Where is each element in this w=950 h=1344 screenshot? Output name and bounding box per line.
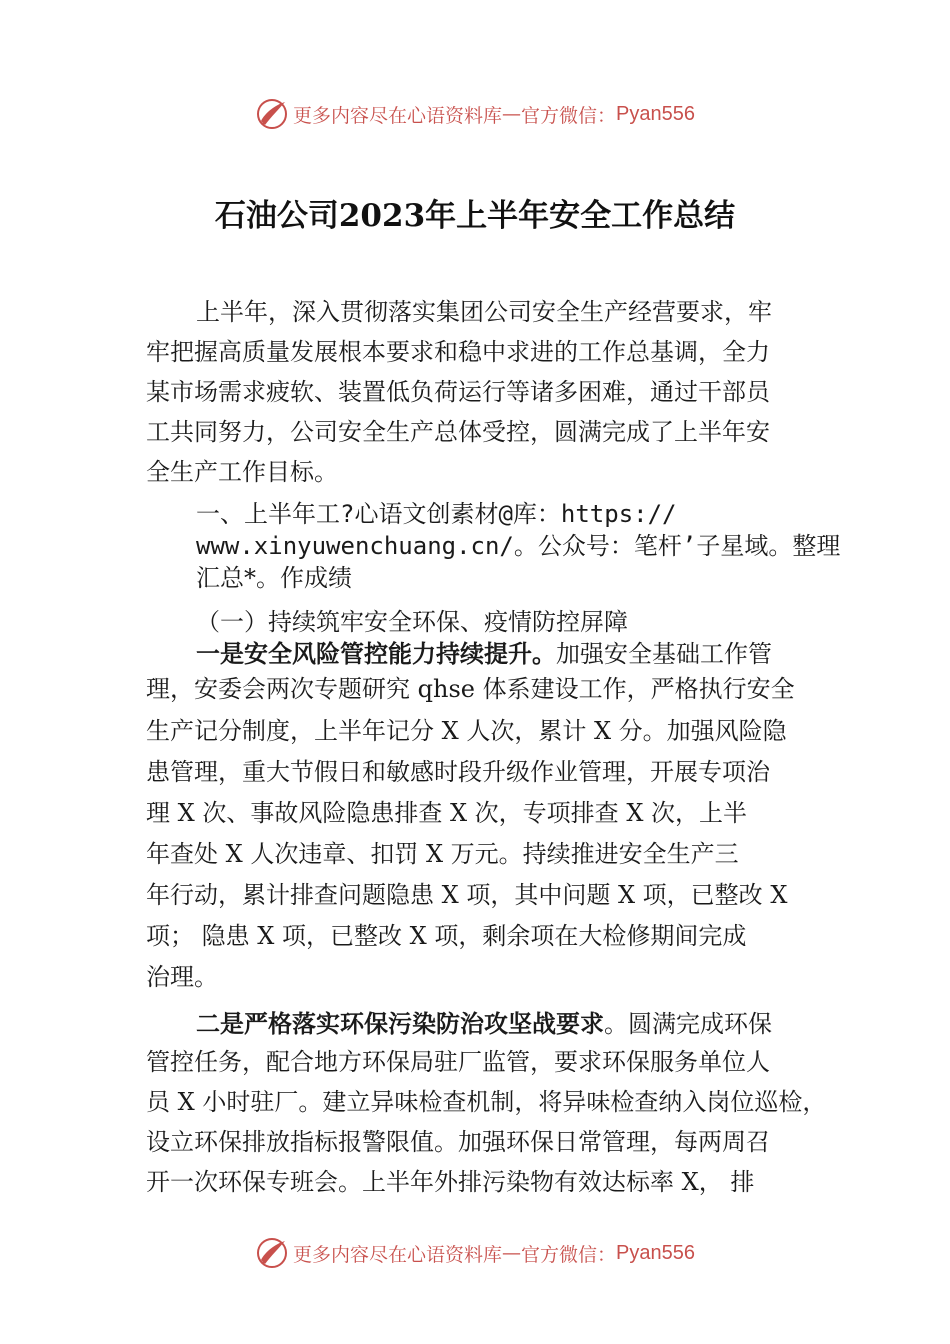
banner-text: 更多内容尽在心语资料库 <box>293 104 503 127</box>
subsection-heading: （一）持续筑牢安全环保、疫情防控屏障 <box>196 608 628 636</box>
section-heading-line: 汇总*。作成绩 <box>196 564 352 592</box>
paragraph-text: 加强安全基础工作管 <box>556 640 772 668</box>
paragraph-line: 员 X 小时驻厂。建立异味检查机制，将异味检查纳入岗位巡检， <box>146 1088 827 1116</box>
paragraph-line: 牢把握高质量发展根本要求和稳中求进的工作总基调，全力 <box>146 338 770 366</box>
document-title: 石油公司2023年上半年安全工作总结 <box>214 198 736 234</box>
section-heading-line: 一、上半年工?心语文创素材@库：https:// <box>196 500 677 528</box>
paragraph-line: 项； 隐患 X 项，已整改 X 项，剩余项在大检修期间完成 <box>146 922 747 950</box>
paragraph-line: 上半年，深入贯彻落实集团公司安全生产经营要求，牢 <box>196 298 772 326</box>
banner-wechat-label: 官方微信： <box>521 104 617 127</box>
paragraph-line: 患管理，重大节假日和敏感时段升级作业管理，开展专项治 <box>146 758 770 786</box>
paragraph-line: 年行动，累计排查问题隐患 X 项，其中问题 X 项，已整改 X <box>146 881 788 909</box>
paragraph-line: 全生产工作目标。 <box>146 458 338 486</box>
paragraph-line <box>196 634 772 669</box>
footer-banner <box>0 1231 950 1275</box>
banner-dash: — <box>502 103 522 125</box>
banner-text: 更多内容尽在心语资料库 <box>293 1243 503 1266</box>
banner-wechat-id: Pyan556 <box>616 1241 695 1264</box>
paragraph-line: 管控任务，配合地方环保局驻厂监管，要求环保服务单位人 <box>146 1048 770 1076</box>
banner-wechat-label: 官方微信： <box>521 1243 617 1266</box>
section-heading-line: www.xinyuwenchuang.cn/。公众号：笔杆’子星域。整理 <box>196 532 841 560</box>
paragraph-lead: 二是严格落实环保污染防治攻坚战要求 <box>196 1010 604 1038</box>
paragraph-line: 设立环保排放指标报警限值。加强环保日常管理，每两周召 <box>146 1128 770 1156</box>
paragraph-line: 理，安委会两次专题研究 qhse 体系建设工作，严格执行安全 <box>146 675 795 703</box>
paragraph-line <box>196 1004 772 1039</box>
header-banner <box>0 92 950 136</box>
banner-wechat-id: Pyan556 <box>616 102 695 125</box>
pen-logo-icon <box>255 1236 289 1270</box>
paragraph-line: 开一次环保专班会。上半年外排污染物有效达标率 X， 排 <box>146 1168 755 1196</box>
paragraph-text: 。圆满完成环保 <box>604 1010 772 1038</box>
paragraph-lead: 一是安全风险管控能力持续提升。 <box>196 640 556 668</box>
paragraph-line: 治理。 <box>146 963 218 991</box>
paragraph-line: 年查处 X 人次违章、扣罚 X 万元。持续推进安全生产三 <box>146 840 739 868</box>
banner-dash: — <box>502 1242 522 1264</box>
paragraph-line: 生产记分制度，上半年记分 X 人次，累计 X 分。加强风险隐 <box>146 717 787 745</box>
paragraph-line: 理 X 次、事故风险隐患排查 X 次，专项排查 X 次，上半 <box>146 799 748 827</box>
paragraph-line: 工共同努力，公司安全生产总体受控，圆满完成了上半年安 <box>146 418 770 446</box>
pen-logo-icon <box>255 97 289 131</box>
paragraph-line: 某市场需求疲软、装置低负荷运行等诸多困难，通过干部员 <box>146 378 770 406</box>
